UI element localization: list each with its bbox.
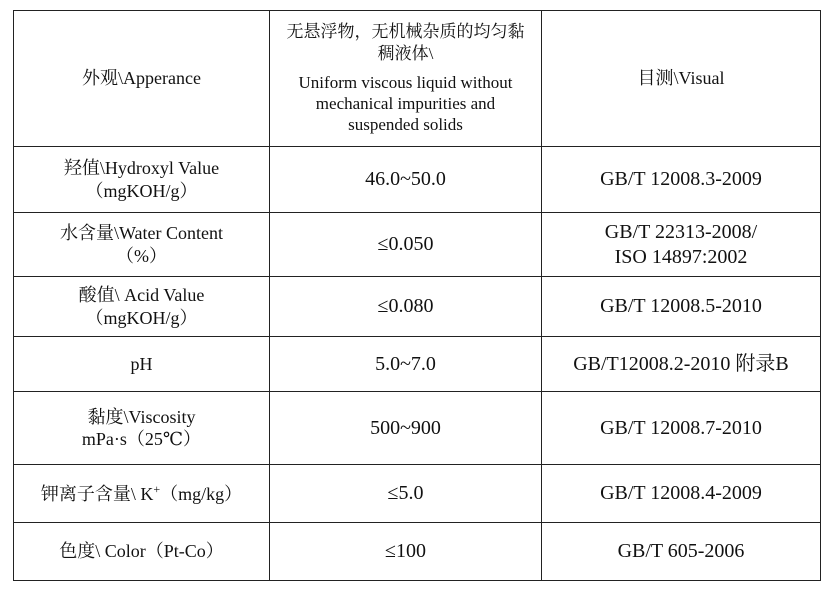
value-cell <box>270 147 542 213</box>
value-text: ≤0.050 <box>377 233 434 255</box>
item-label: pH <box>130 353 153 374</box>
item-cell <box>14 337 270 392</box>
method-cell <box>542 213 821 277</box>
value-text: 46.0~50.0 <box>365 168 446 190</box>
method-cell <box>542 277 821 337</box>
value-cell <box>270 11 542 147</box>
item-label: 羟值\Hydroxyl Value <box>63 158 220 178</box>
item-unit: （mg/kg） <box>160 483 243 504</box>
item-label: 钾离子含量\ K <box>40 483 154 504</box>
value-cn-line: 稠液体\ <box>377 43 434 63</box>
method-label: GB/T 605-2006 <box>617 540 745 562</box>
value-text: 5.0~7.0 <box>375 352 436 375</box>
item-cell <box>14 11 270 147</box>
table-row <box>14 523 821 581</box>
value-en-line: suspended solids <box>348 115 463 135</box>
item-cell <box>14 277 270 337</box>
value-cell <box>270 465 542 523</box>
method-label: GB/T 22313-2008/ <box>604 220 758 243</box>
table-row <box>14 337 821 392</box>
value-cn-line: 无悬浮物，无机械杂质的均匀黏 <box>286 22 525 42</box>
value-en-line: Uniform viscous liquid without <box>298 72 513 92</box>
value-text: ≤0.080 <box>377 295 434 317</box>
method-label: GB/T 12008.5-2010 <box>600 295 762 317</box>
value-cell <box>270 337 542 392</box>
item-cell <box>14 147 270 213</box>
method-label: GB/T 12008.4-2009 <box>600 482 762 504</box>
method-cell <box>542 11 821 147</box>
method-label: GB/T 12008.3-2009 <box>600 168 762 190</box>
value-cell <box>270 213 542 277</box>
item-cell <box>14 465 270 523</box>
item-cell <box>14 392 270 465</box>
method-label: 目测\Visual <box>637 68 725 89</box>
value-text: ≤5.0 <box>387 482 424 504</box>
table-row <box>14 147 821 213</box>
item-superscript: + <box>153 481 161 496</box>
value-cell <box>270 277 542 337</box>
item-label: 外观\Apperance <box>82 68 201 89</box>
value-en-line: mechanical impurities and <box>315 94 496 114</box>
method-cell <box>542 465 821 523</box>
table-row <box>14 213 821 277</box>
method-cell <box>542 523 821 581</box>
specification-table <box>13 10 821 581</box>
item-unit: （%） <box>116 245 167 266</box>
table-row <box>14 277 821 337</box>
method-label: GB/T12008.2-2010 附录B <box>573 352 789 375</box>
item-unit: （mgKOH/g） <box>85 307 198 328</box>
method-label: ISO 14897:2002 <box>614 245 748 268</box>
value-text: 500~900 <box>370 416 441 439</box>
method-cell <box>542 147 821 213</box>
item-cell <box>14 523 270 581</box>
table-row <box>14 465 821 523</box>
item-label: 酸值\ Acid Value <box>78 285 205 305</box>
item-unit: mPa·s（25℃） <box>81 429 202 449</box>
item-unit: （mgKOH/g） <box>85 180 198 201</box>
method-cell <box>542 337 821 392</box>
item-label: 黏度\Viscosity <box>87 406 196 427</box>
item-cell <box>14 213 270 277</box>
method-label: GB/T 12008.7-2010 <box>600 416 762 439</box>
method-cell <box>542 392 821 465</box>
value-cell <box>270 392 542 465</box>
item-label: 色度\ Color（Pt-Co） <box>59 541 224 562</box>
table-row <box>14 392 821 465</box>
table-row <box>14 11 821 147</box>
value-text: ≤100 <box>385 540 426 562</box>
value-cell <box>270 523 542 581</box>
item-label: 水含量\Water Content <box>59 223 224 243</box>
